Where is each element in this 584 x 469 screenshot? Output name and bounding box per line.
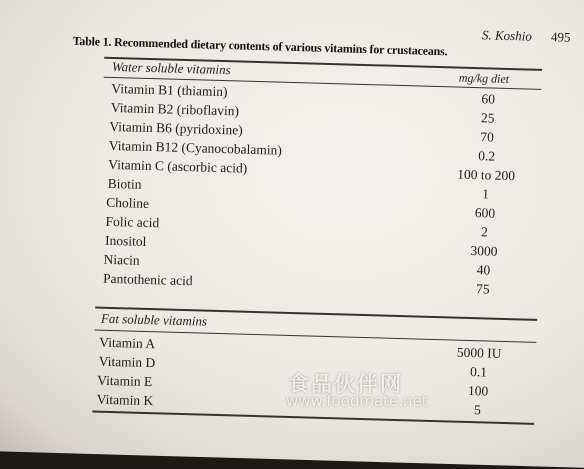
vitamin-value: 100 to 200 [457,166,516,184]
vitamin-name: Niacin [103,251,140,268]
vitamin-value: 100 [467,382,489,399]
vitamin-value: 75 [475,281,490,297]
vitamin-value: 0.2 [477,148,496,164]
vitamin-name: Vitamin B1 (thiamin) [111,80,228,100]
table-caption: Table 1. Recommended dietary contents of various vitamins for crustaceans. [72,33,448,59]
vitamin-value: 25 [480,110,495,126]
vitamin-name: Vitamin K [96,391,154,409]
vitamin-value: 0.1 [469,364,488,380]
vitamin-name: Vitamin B12 (Cyanocobalamin) [108,137,283,158]
vitamin-name: Vitamin D [98,353,156,371]
water-soluble-heading: Water soluble vitamins [111,58,231,78]
vitamin-name: Choline [105,194,150,211]
vitamin-value: 40 [476,262,491,278]
vitamin-name: Vitamin C (ascorbic acid) [108,156,248,176]
running-head-author: S. Koshio [481,27,533,44]
watermark-chinese-text: 食品伙伴网 [288,372,403,396]
vitamin-name: Vitamin B6 (pyridoxine) [109,118,243,138]
fat-soluble-heading: Fat soluble vitamins [100,310,208,329]
vitamin-value: 70 [480,129,495,145]
vitamin-name: Pantothenic acid [102,270,193,289]
vitamin-value: 60 [481,91,496,107]
vitamin-name: Vitamin E [97,372,153,390]
page-number: 495 [550,29,571,45]
vitamin-name: Folic acid [105,213,160,231]
vitamin-value: 3000 [470,243,498,259]
unit-column-header: mg/kg diet [458,70,510,87]
vitamin-name: Biotin [107,175,142,192]
vitamin-value: 5 [473,402,482,418]
vitamin-name: Vitamin B2 (riboflavin) [110,99,240,119]
vitamin-value: 2 [480,224,489,240]
vitamin-value: 600 [474,205,496,221]
vitamin-value: 5000 IU [456,344,502,361]
vitamin-name: Inositol [104,232,147,249]
vitamin-name: Vitamin A [99,334,156,352]
watermark-url: www.foodmate.net [286,392,428,410]
vitamin-value: 1 [481,186,490,202]
watermark [286,368,428,410]
